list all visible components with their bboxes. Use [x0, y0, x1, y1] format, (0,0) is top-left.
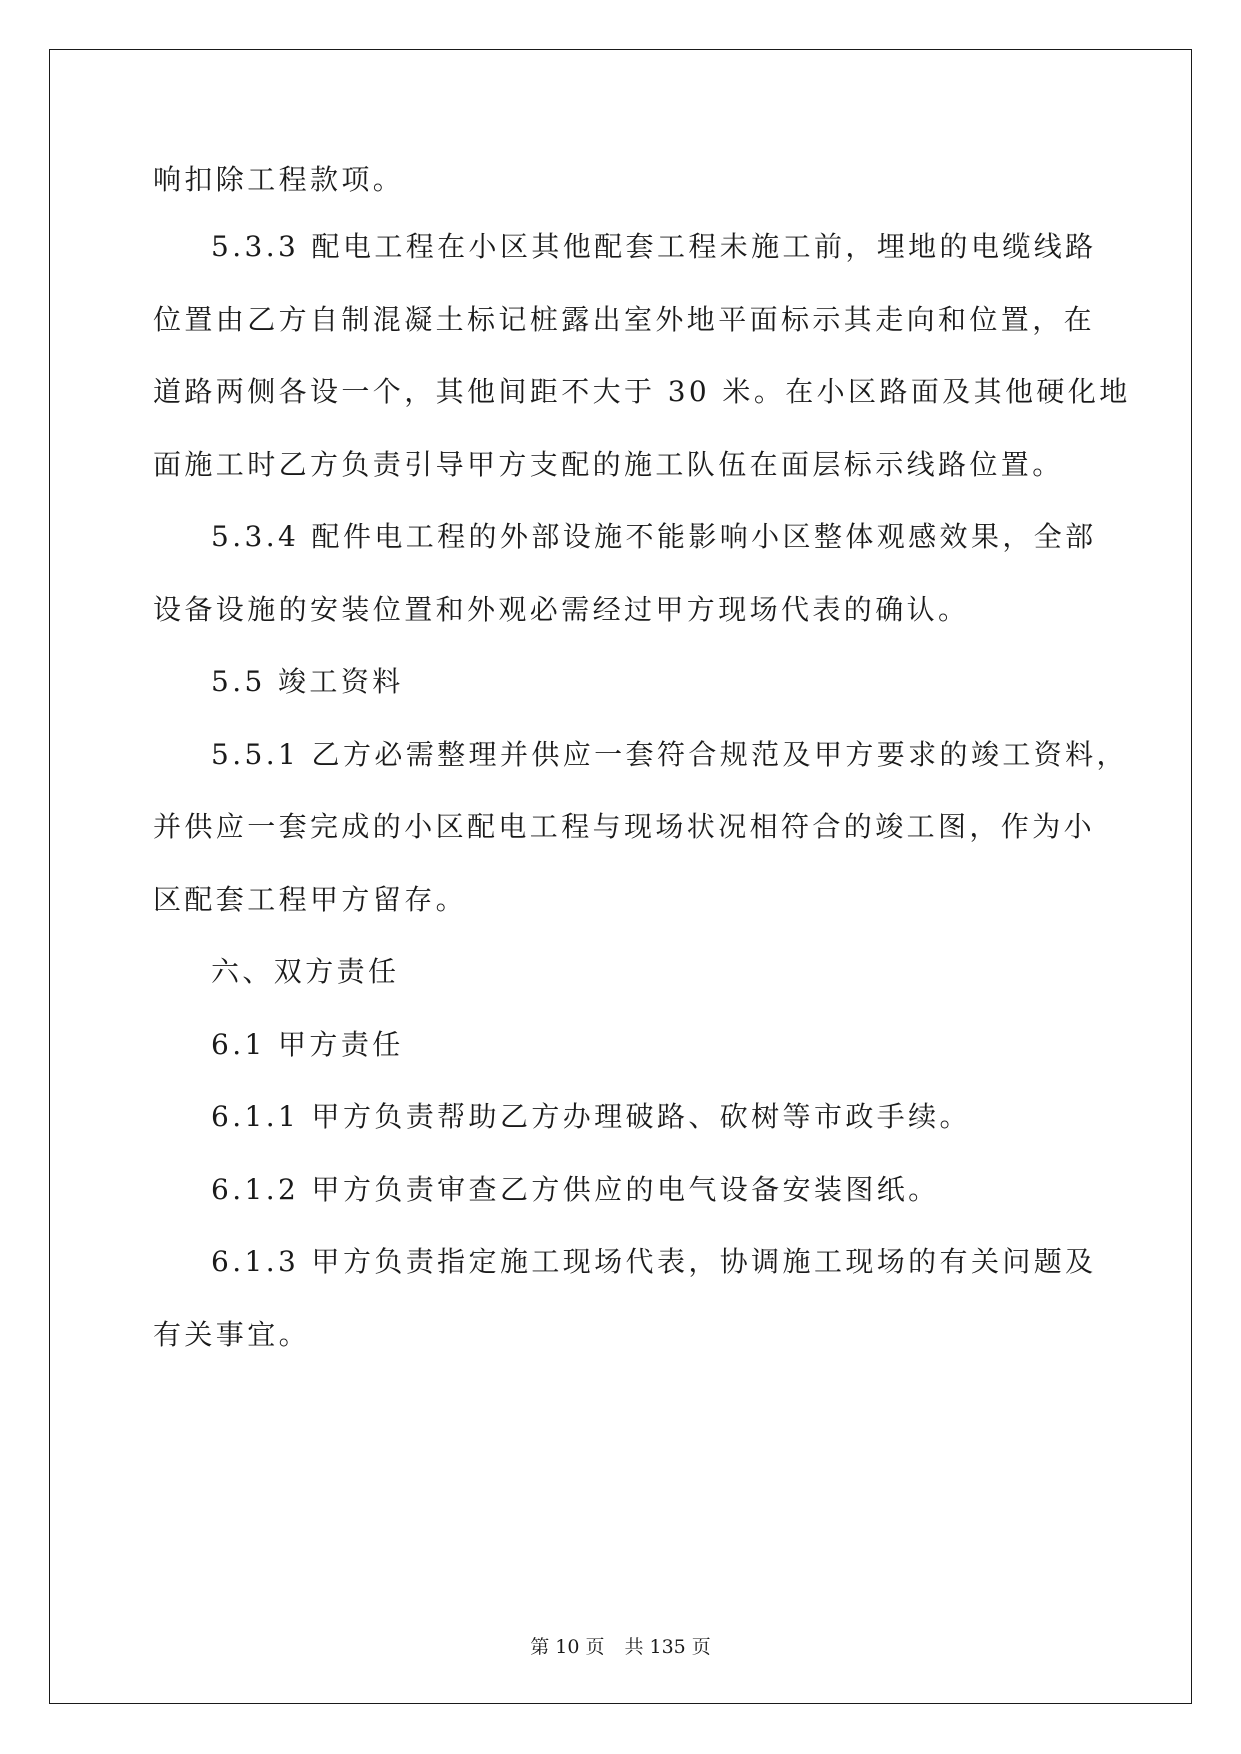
- paragraph-line: 并供应一套完成的小区配电工程与现场状况相符合的竣工图，作为小: [153, 810, 1096, 843]
- paragraph-line: 响扣除工程款项。: [153, 163, 405, 196]
- section-heading: 6.1 甲方责任: [211, 1028, 404, 1061]
- page-total: 共 135 页: [624, 1636, 711, 1658]
- page-number: 第 10 页: [530, 1636, 605, 1658]
- paragraph-line: 设备设施的安装位置和外观必需经过甲方现场代表的确认。: [153, 593, 970, 626]
- paragraph-line: 5.5.1 乙方必需整理并供应一套符合规范及甲方要求的竣工资料，: [211, 738, 1128, 771]
- section-heading: 六、双方责任: [211, 955, 400, 988]
- paragraph-line: 5.3.3 配电工程在小区其他配套工程未施工前，埋地的电缆线路: [211, 230, 1097, 263]
- paragraph-line: 5.3.4 配件电工程的外部设施不能影响小区整体观感效果，全部: [211, 520, 1097, 553]
- paragraph-line: 区配套工程甲方留存。: [153, 883, 468, 916]
- paragraph-line: 6.1.1 甲方负责帮助乙方办理破路、砍树等市政手续。: [211, 1100, 971, 1133]
- section-heading: 5.5 竣工资料: [211, 665, 404, 698]
- paragraph-line: 有关事宜。: [153, 1318, 311, 1351]
- paragraph-line: 6.1.3 甲方负责指定施工现场代表，协调施工现场的有关问题及: [211, 1245, 1097, 1278]
- paragraph-line: 面施工时乙方负责引导甲方支配的施工队伍在面层标示线路位置。: [153, 448, 1064, 481]
- paragraph-line: 位置由乙方自制混凝土标记桩露出室外地平面标示其走向和位置，在: [153, 303, 1096, 336]
- paragraph-line: 6.1.2 甲方负责审查乙方供应的电气设备安装图纸。: [211, 1173, 940, 1206]
- page-footer: [0, 1632, 1241, 1659]
- page-border: [49, 49, 1192, 1704]
- paragraph-line: 道路两侧各设一个，其他间距不大于 30 米。在小区路面及其他硬化地: [153, 375, 1131, 408]
